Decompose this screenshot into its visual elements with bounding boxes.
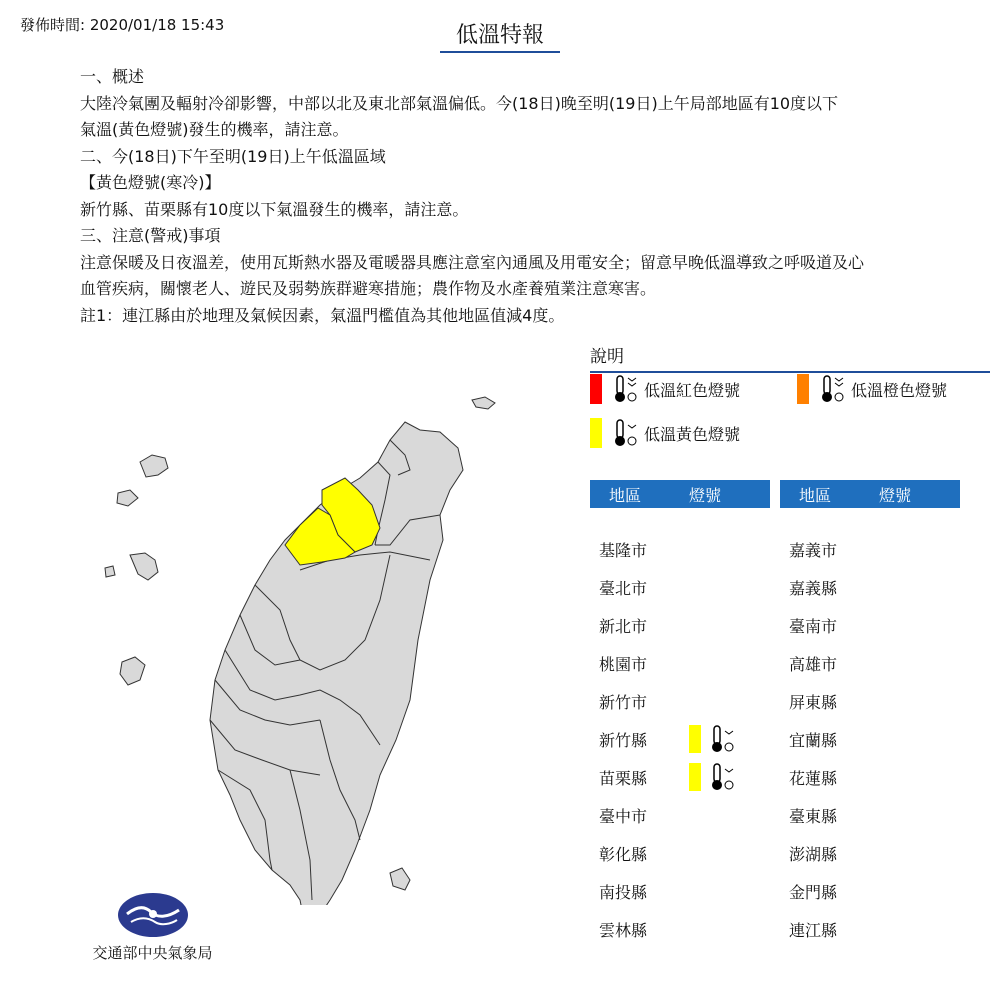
yellow-signal [689,723,735,755]
region-name: 臺北市 [599,578,648,598]
region-name: 苗栗縣 [599,768,648,788]
region-name: 臺南市 [789,616,838,636]
agency-name: 交通部中央氣象局 [92,944,213,962]
table-row [590,796,770,834]
table-row [590,872,770,910]
table-row [780,644,960,682]
island-green [390,868,410,890]
legend [590,342,990,373]
island-penghu-2 [105,566,115,577]
red-swatch [590,374,602,404]
col-signal-header: 燈號 [879,485,912,505]
legend-red [590,373,740,405]
island-matsu [472,397,495,409]
legend-red-label: 低溫紅色燈號 [644,380,741,400]
table-header [780,480,960,508]
bulletin-text [80,64,940,329]
bulletin-line: 血管疾病，關懷老人、遊民及弱勢族群避寒措施；農作物及水產養殖業注意寒害。 [80,279,657,298]
island-kinmen-1 [140,455,168,477]
region-name: 屏東縣 [789,692,838,712]
yellow-bar [689,725,701,753]
table-row [780,834,960,872]
region-name: 基隆市 [599,540,648,560]
island-penghu-1 [130,553,158,580]
bulletin-line: 大陸冷氣團及輻射冷卻影響，中部以北及東北部氣溫偏低。今(18日)晚至明(19日)上午局部地區有10度以下 [80,93,839,113]
region-name: 金門縣 [789,882,838,902]
bulletin-line: 【黃色燈號(寒冷)】 [80,173,221,192]
region-table-left [590,480,770,948]
thermometer-icon [707,723,735,755]
bulletin-line: 注意保暖及日夜溫差，使用瓦斯熱水器及電暖器具應注意室內通風及用電安全；留意早晚低溫導致之呼吸道及心 [80,252,865,272]
region-name: 嘉義縣 [789,578,838,598]
island-penghu-3 [120,657,145,685]
region-name: 宜蘭縣 [789,730,838,750]
bulletin-line: 二、今(18日)下午至明(19日)上午低溫區域 [80,146,386,166]
table-row [590,758,770,796]
cwb-logo-icon [117,892,189,938]
region-name: 澎湖縣 [789,844,838,864]
bulletin-line: 三、注意(警戒)事項 [80,226,221,245]
bulletin-line: 一、概述 [80,67,145,86]
region-name: 南投縣 [599,882,648,902]
taiwan-map [95,385,515,905]
region-name: 新竹縣 [599,730,648,750]
bulletin-line: 註1：連江縣由於地理及氣候因素，氣溫門檻值為其他地區值減4度。 [80,305,565,325]
yellow-signal [689,761,735,793]
thermometer-icon [817,373,845,405]
bulletin-line: 氣溫(黃色燈號)發生的機率，請注意。 [80,120,349,139]
table-row [780,530,960,568]
table-row [590,682,770,720]
region-name: 高雄市 [789,654,838,674]
table-row [780,796,960,834]
region-name: 連江縣 [789,920,838,940]
table-row [590,606,770,644]
legend-yellow-label: 低溫黃色燈號 [644,424,741,444]
table-row [780,872,960,910]
col-region-header: 地區 [799,485,832,505]
bulletin-line: 新竹縣、苗栗縣有10度以下氣溫發生的機率，請注意。 [80,199,469,219]
table-row [780,568,960,606]
region-name: 嘉義市 [789,540,838,560]
table-row [780,682,960,720]
region-name: 臺中市 [599,806,648,826]
legend-yellow [590,417,740,449]
region-name: 新北市 [599,616,648,636]
legend-orange-label: 低溫橙色燈號 [851,380,948,400]
page-title: 低溫特報 [440,18,560,53]
yellow-bar [689,763,701,791]
table-row [780,910,960,948]
col-signal-header: 燈號 [689,485,722,505]
island-kinmen-2 [117,490,138,506]
legend-orange [797,373,947,405]
table-row [590,834,770,872]
agency-block [80,892,225,963]
col-region-header: 地區 [609,485,642,505]
legend-title: 說明 [590,342,990,373]
orange-swatch [797,374,809,404]
thermometer-icon [610,417,638,449]
region-name: 雲林縣 [599,920,648,940]
table-row [590,720,770,758]
thermometer-icon [610,373,638,405]
table-row [780,720,960,758]
region-name: 花蓮縣 [789,768,838,788]
region-name: 臺東縣 [789,806,838,826]
region-name: 桃園市 [599,654,648,674]
table-row [590,568,770,606]
table-row [590,644,770,682]
table-header [590,480,770,508]
thermometer-icon [707,761,735,793]
table-row [780,758,960,796]
table-row [590,530,770,568]
yellow-swatch [590,418,602,448]
table-row [780,606,960,644]
region-name: 新竹市 [599,692,648,712]
issue-time: 發佈時間: 2020/01/18 15:43 [20,16,225,34]
table-row [590,910,770,948]
region-table-right [780,480,960,948]
region-name: 彰化縣 [599,844,648,864]
